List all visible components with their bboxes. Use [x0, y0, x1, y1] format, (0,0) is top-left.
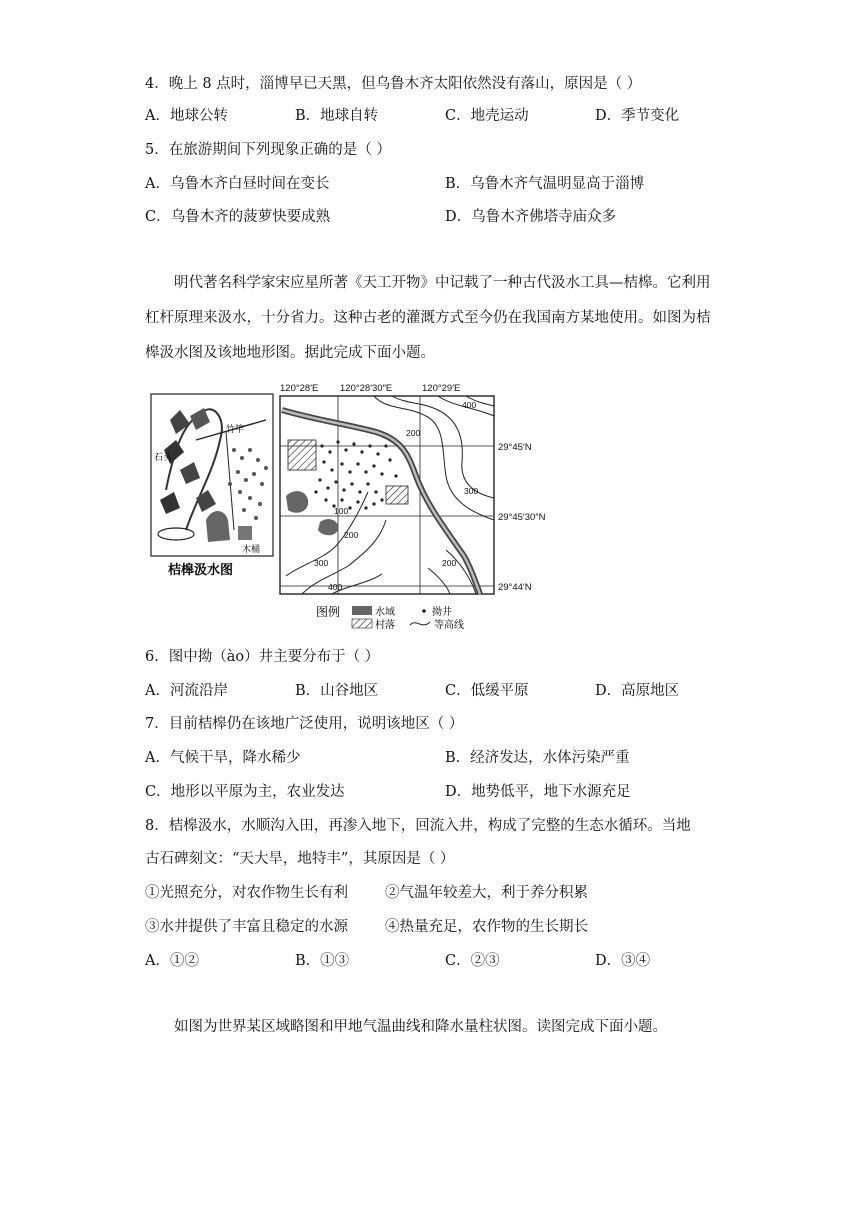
- label-bamboo-pole: 竹竿: [226, 424, 245, 434]
- figure-svg: [146, 380, 566, 632]
- lat-label: 29°45′N: [498, 442, 532, 453]
- map-legend: [316, 604, 464, 631]
- q6-option-c: C．低缓平原: [445, 683, 529, 699]
- contour-label: 300: [464, 486, 479, 496]
- q8-statement-2: ②气温年较差大，利于养分积累: [385, 885, 588, 901]
- legend-title: 图例: [316, 605, 341, 619]
- jiegao-illustration: [151, 394, 273, 577]
- q8-statement-3: ③水井提供了丰富且稳定的水源: [145, 919, 348, 935]
- legend-well: 拗井: [432, 607, 452, 618]
- contour-label: 400: [462, 400, 477, 410]
- lat-label: 29°44′N: [498, 582, 532, 593]
- contour-label: 200: [406, 428, 421, 438]
- q8-stem-line1: 8．桔槔汲水，水顺沟入田，再渗入地下，回流入井，构成了完整的生态水循环。当地: [145, 818, 691, 834]
- passage-region-map: 如图为世界某区域略图和甲地气温曲线和降水量柱状图。读图完成下面小题。: [174, 1019, 667, 1035]
- water-body: [318, 519, 338, 535]
- passage-jiegao: 明代著名科学家宋应星所著《天工开物》中记载了一种古代汲水工具—桔槔。它利用杠杆原理来汲水，十分省力。这种古老的灌溉方式至今仍在我国南方某地使用。如图为桔槔汲水图及该地地形图。据此完成下面小题。: [145, 275, 711, 361]
- label-stone: 石头: [154, 452, 173, 462]
- q4-option-d: D．季节变化: [595, 108, 680, 124]
- q8-stem-line2: 古石碑刻文：“天大旱，地特丰”，其原因是（ ）: [145, 851, 455, 867]
- legend-well-swatch: [422, 609, 426, 613]
- q6-option-d: D．高原地区: [595, 683, 680, 699]
- left-figure-caption: 桔槔汲水图: [168, 562, 234, 577]
- legend-contour: 等高线: [434, 620, 464, 631]
- legend-water-swatch: [352, 606, 372, 615]
- q4-option-c: C．地壳运动: [445, 108, 529, 124]
- legend-contour-swatch: [410, 622, 430, 625]
- q5-option-c: C．乌鲁木齐的菠萝快要成熟: [145, 209, 331, 225]
- q6-option-a: A．河流沿岸: [145, 683, 228, 699]
- water-body: [286, 491, 308, 513]
- contour-label: 100: [334, 506, 349, 516]
- q8-option-b: B．①③: [295, 953, 350, 969]
- q4-stem: 4．晚上 8 点时，淄博早已天黑，但乌鲁木齐太阳依然没有落山，原因是（ ）: [145, 76, 642, 92]
- q7-stem: 7．目前桔槔仍在该地广泛使用，说明该地区（ ）: [145, 716, 464, 732]
- topographic-map: [280, 383, 546, 594]
- q8-option-c: C．②③: [445, 953, 500, 969]
- lon-label: 120°28′E: [280, 383, 319, 394]
- q4-option-a: A．地球公转: [145, 108, 228, 124]
- q8-option-d: D．③④: [595, 953, 651, 969]
- q5-option-b: B．乌鲁木齐气温明显高于淄博: [445, 176, 645, 192]
- lon-label: 120°28′30″E: [340, 383, 393, 394]
- q5-stem: 5．在旅游期间下列现象正确的是（ ）: [145, 142, 391, 158]
- contour-label: 400: [328, 582, 343, 592]
- jiegao-figure: [146, 380, 566, 632]
- legend-village-swatch: [352, 619, 372, 628]
- q5-option-d: D．乌鲁木齐佛塔寺庙众多: [445, 209, 617, 225]
- lon-label: 120°29′E: [422, 383, 461, 394]
- legend-village: 村落: [375, 620, 395, 631]
- legend-water: 水域: [375, 607, 395, 618]
- q8-option-a: A．①②: [145, 953, 199, 969]
- contour-label: 300: [314, 558, 329, 568]
- q8-statement-1: ①光照充分，对农作物生长有利: [145, 885, 348, 901]
- q6-stem: 6．图中拗（ào）井主要分布于（ ）: [145, 649, 380, 665]
- q6-option-b: B．山谷地区: [295, 683, 379, 699]
- q7-option-c: C．地形以平原为主，农业发达: [145, 784, 345, 800]
- q7-option-b: B．经济发达，水体污染严重: [445, 750, 630, 766]
- q8-statement-4: ④热量充足，农作物的生长期长: [385, 919, 588, 935]
- lat-label: 29°45′30″N: [498, 512, 546, 523]
- label-bucket: 木桶: [242, 544, 261, 554]
- q4-option-b: B．地球自转: [295, 108, 379, 124]
- q7-option-d: D．地势低平，地下水源充足: [445, 784, 631, 800]
- contour-label: 200: [442, 558, 457, 568]
- contour-label: 200: [344, 530, 359, 540]
- q7-option-a: A．气候干旱，降水稀少: [145, 750, 301, 766]
- q5-option-a: A．乌鲁木齐白昼时间在变长: [145, 176, 330, 192]
